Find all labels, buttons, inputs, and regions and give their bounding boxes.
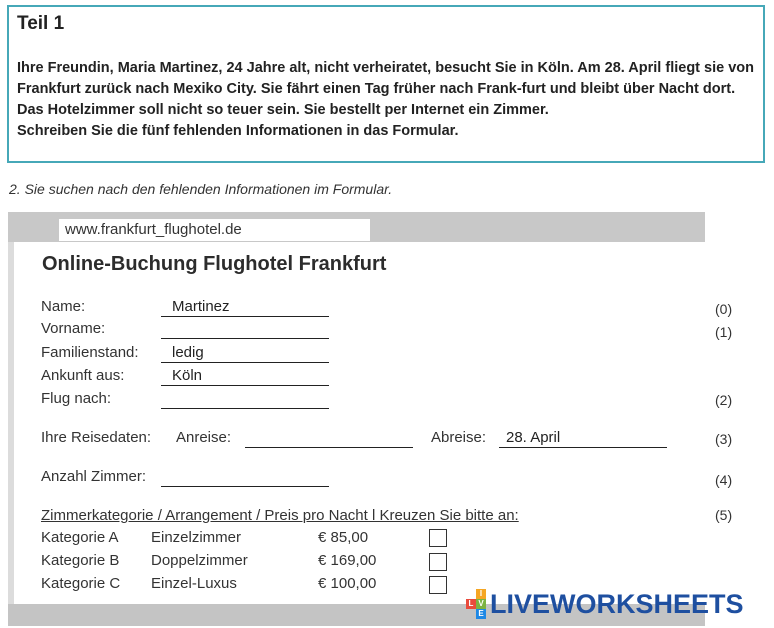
category-b-checkbox[interactable] (429, 553, 447, 571)
category-a-room: Einzelzimmer (151, 529, 242, 546)
categories-heading: Zimmerkategorie / Arrangement / Preis pro Nacht l Kreuzen Sie bitte an: (41, 507, 519, 524)
flug-label: Flug nach: (41, 390, 112, 407)
name-line (161, 316, 329, 317)
zimmer-label: Anzahl Zimmer: (41, 468, 147, 485)
logo-letter-l: L (466, 599, 476, 609)
category-c-room: Einzel-Luxus (151, 575, 237, 592)
logo-letter-e: E (476, 609, 486, 619)
task-title: Teil 1 (17, 13, 65, 34)
anreise-label: Anreise: (176, 429, 232, 446)
task-paragraph: Ihre Freundin, Maria Martinez, 24 Jahre alt, nicht verheiratet, besucht Sie in Köln. Am 28. April fliegt sie von Frankfurt zurück nach Mexiko City. Sie fährt einen Tag früher nach Frank-furt und bleibt über Nacht dort. Das Hotelzimmer soll nicht so teuer sein. Sie bestellt per Internet ein Zimmer. (17, 60, 754, 118)
zimmer-field[interactable] (161, 486, 329, 487)
exercise-prompt: 2. Sie suchen nach den fehlenden Informationen im Formular. (9, 181, 393, 197)
category-b-room: Doppelzimmer (151, 552, 248, 569)
flug-field[interactable] (161, 408, 329, 409)
reisedaten-number: (3) (715, 431, 733, 447)
name-label: Name: (41, 298, 86, 315)
task-text (17, 58, 757, 142)
category-b-price: € 169,00 (318, 552, 377, 569)
logo-wordmark: LIVEWORKSHEETS (490, 588, 744, 619)
name-number: (0) (715, 301, 733, 317)
form-title: Online-Buchung Flughotel Frankfurt (42, 253, 387, 275)
category-c-checkbox[interactable] (429, 576, 447, 594)
logo-letter-v: V (476, 599, 486, 609)
liveworksheets-logo (466, 589, 744, 619)
url-bar (59, 219, 370, 241)
logo-letter-i: I (476, 589, 486, 599)
form-left-edge (8, 242, 14, 604)
zimmer-number: (4) (715, 472, 733, 488)
vorname-label: Vorname: (41, 320, 106, 337)
abreise-label: Abreise: (431, 429, 487, 446)
category-b-name: Kategorie B (41, 552, 120, 569)
ankunft-value: Köln (172, 367, 203, 384)
flug-number: (2) (715, 392, 733, 408)
familienstand-value: ledig (172, 344, 204, 361)
ankunft-line (161, 385, 329, 386)
task-box (7, 5, 765, 163)
category-a-price: € 85,00 (318, 529, 369, 546)
familienstand-line (161, 362, 329, 363)
abreise-line (499, 447, 667, 448)
category-c-name: Kategorie C (41, 575, 121, 592)
name-value: Martinez (172, 298, 230, 315)
task-instruction: Schreiben Sie die fünf fehlenden Informationen in das Formular. (17, 123, 459, 139)
vorname-field[interactable] (161, 338, 329, 339)
category-a-checkbox[interactable] (429, 529, 447, 547)
reisedaten-label: Ihre Reisedaten: (41, 429, 152, 446)
ankunft-label: Ankunft aus: (41, 367, 125, 384)
categories-number: (5) (715, 507, 733, 523)
category-a-name: Kategorie A (41, 529, 119, 546)
anreise-field[interactable] (245, 447, 413, 448)
familienstand-label: Familienstand: (41, 344, 139, 361)
logo-mark-icon (466, 589, 486, 619)
category-c-price: € 100,00 (318, 575, 377, 592)
url-text: www.frankfurt_flughotel.de (65, 221, 242, 238)
vorname-number: (1) (715, 324, 733, 340)
abreise-value: 28. April (506, 429, 561, 446)
